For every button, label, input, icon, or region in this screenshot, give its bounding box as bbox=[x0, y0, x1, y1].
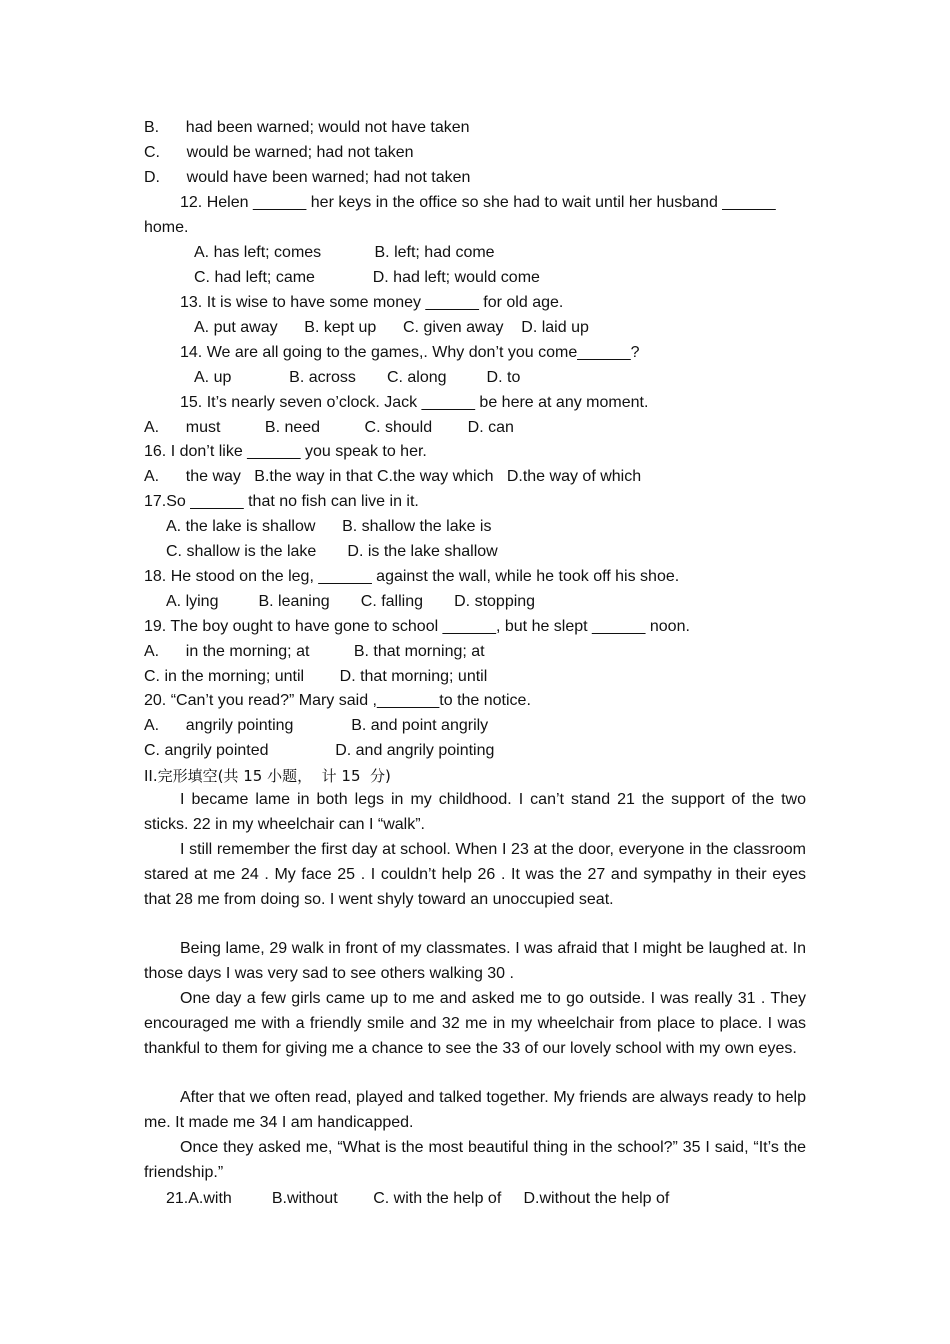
passage-paragraph-4: One day a few girls came up to me and asked me to go outside. I was really 31 . They encouraged me with a friendly smile and 32 me in my wheelchair from place to place. I was thankful to them for giving me a chance to see the 33 of our lovely school with my own eyes. bbox=[144, 990, 806, 1057]
q18-options: A. lying B. leaning C. falling D. stopping bbox=[166, 593, 536, 610]
q21-options: 21.A.with B.without C. with the help of D.without the help of bbox=[166, 1190, 670, 1207]
passage-paragraph-3: Being lame, 29 walk in front of my classmates. I was afraid that I might be laughed at. In those days I was very sad to see others walking 30 . bbox=[144, 940, 806, 982]
q11-option-b: B. had been warned; would not have taken bbox=[144, 119, 470, 136]
q17-stem: 17.So ______ that no fish can live in it. bbox=[144, 493, 419, 510]
q17-options-line1: A. the lake is shallow B. shallow the lake is bbox=[166, 518, 492, 535]
q20-stem: 20. “Can’t you read?” Mary said ,_______to the notice. bbox=[144, 692, 531, 709]
q18-stem: 18. He stood on the leg, ______ against the wall, while he took off his shoe. bbox=[144, 568, 680, 585]
passage-paragraph-6: Once they asked me, “What is the most beautiful thing in the school?” 35 I said, “It’s the friendship.” bbox=[144, 1139, 806, 1181]
q14-options: A. up B. across C. along D. to bbox=[194, 369, 521, 386]
q19-options-line2: C. in the morning; until D. that morning; until bbox=[144, 668, 488, 685]
q15-options: A. must B. need C. should D. can bbox=[144, 419, 514, 436]
q11-option-d: D. would have been warned; had not taken bbox=[144, 169, 471, 186]
q16-stem: 16. I don’t like ______ you speak to her. bbox=[144, 443, 427, 460]
q12-stem-line1: 12. Helen ______ her keys in the office so she had to wait until her husband ______ bbox=[180, 194, 776, 211]
passage-paragraph-5: After that we often read, played and talked together. My friends are always ready to help me. It made me 34 I am handicapped. bbox=[144, 1089, 806, 1131]
q19-options-line1: A. in the morning; at B. that morning; at bbox=[144, 643, 485, 660]
passage-paragraph-2: I still remember the first day at school. When I 23 at the door, everyone in the classroom stared at me 24 . My face 25 . I couldn’t help 26 . It was the 27 and sympathy in their eyes that 28 me from doing so. I went shyly toward an unoccupied seat. bbox=[144, 841, 806, 908]
q19-stem: 19. The boy ought to have gone to school ______, but he slept ______ noon. bbox=[144, 618, 690, 635]
q14-stem: 14. We are all going to the games,. Why don’t you come______? bbox=[180, 344, 640, 361]
q12-options-line2: C. had left; came D. had left; would come bbox=[194, 269, 540, 286]
q11-option-c: C. would be warned; had not taken bbox=[144, 144, 414, 161]
q12-stem-line2: home. bbox=[144, 219, 189, 236]
q15-stem: 15. It’s nearly seven o’clock. Jack ______ be here at any moment. bbox=[180, 394, 649, 411]
q16-options: A. the way B.the way in that C.the way which D.the way of which bbox=[144, 468, 642, 485]
q20-options-line2: C. angrily pointed D. and angrily pointing bbox=[144, 742, 495, 759]
q13-options: A. put away B. kept up C. given away D. laid up bbox=[194, 319, 589, 336]
q17-options-line2: C. shallow is the lake D. is the lake shallow bbox=[166, 543, 498, 560]
passage-paragraph-1: I became lame in both legs in my childhood. I can’t stand 21 the support of the two sticks. 22 in my wheelchair can I “walk”. bbox=[144, 791, 806, 833]
q13-stem: 13. It is wise to have some money ______ for old age. bbox=[180, 294, 564, 311]
q12-options-line1: A. has left; comes B. left; had come bbox=[194, 244, 495, 261]
q20-options-line1: A. angrily pointing B. and point angrily bbox=[144, 717, 489, 734]
section-heading-cloze: II.完形填空(共 15 小题， 计 15 分) bbox=[144, 767, 391, 785]
